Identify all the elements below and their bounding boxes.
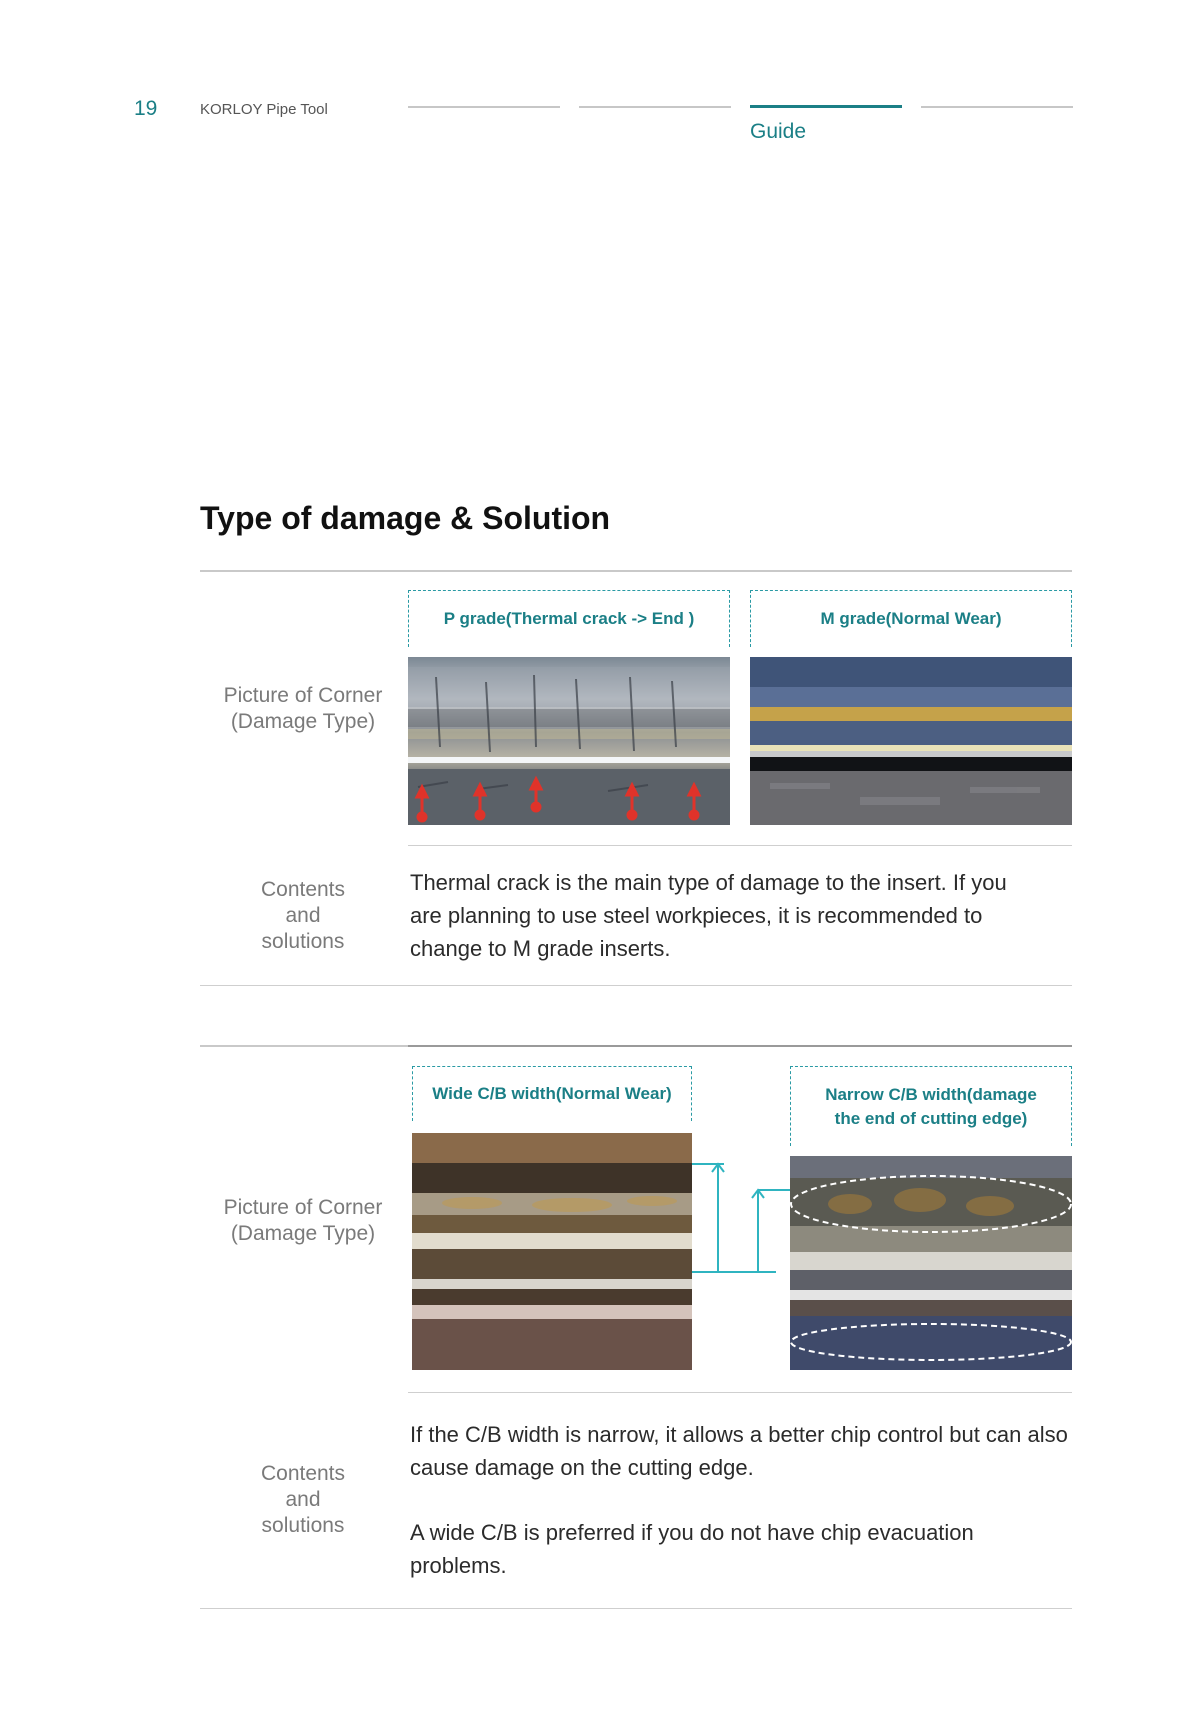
block1-tag-p-grade <box>408 590 730 647</box>
block1-picture-label-line2: (Damage Type) <box>230 710 376 733</box>
block2-tag-right-line1: Narrow C/B width(damage <box>825 1084 1037 1104</box>
block2-picture-label-line1: Picture of Corner <box>223 1196 383 1219</box>
block1-picture-label-line1: Picture of Corner <box>223 684 383 707</box>
block2-description-p2: A wide C/B is preferred if you do not have chip evacuation problems. <box>410 1520 974 1578</box>
block1-picture-label <box>200 683 406 735</box>
block2-tag-right-line2: the end of cutting edge) <box>834 1108 1028 1128</box>
cb-width-comparison-arrows <box>692 1160 790 1280</box>
section-title: Type of damage & Solution <box>200 500 611 536</box>
block2-contents-label-line1: Contents <box>260 1462 346 1485</box>
nav-indicator-2[interactable] <box>579 106 731 108</box>
block1-tag-m-grade <box>750 590 1072 647</box>
block2-top-rule-left <box>200 1045 408 1047</box>
block2-tag-left-text: Wide C/B width(Normal Wear) <box>432 1084 672 1103</box>
block1-description: Thermal crack is the main type of damage to the insert. If you are planning to use steel workpieces, it is recommended to change to M grade inserts. <box>410 870 1007 961</box>
page-number: 19 <box>134 97 158 120</box>
block2-bottom-rule <box>200 1608 1072 1609</box>
photo-p-grade-thermal-crack <box>408 657 730 825</box>
block1-bottom-rule <box>200 985 1072 986</box>
photo-narrow-cb-width <box>790 1156 1072 1370</box>
block1-contents-label <box>200 877 406 955</box>
block2-description-spacer <box>410 1484 1070 1516</box>
block1-top-rule <box>200 570 1072 572</box>
block2-contents-label <box>200 1461 406 1539</box>
wide-cb-image <box>412 1133 692 1370</box>
nav-guide-label[interactable]: Guide <box>750 120 807 143</box>
photo-m-grade-normal-wear <box>750 657 1072 825</box>
nav-indicator-1[interactable] <box>408 106 560 108</box>
thermal-crack-image <box>408 657 730 825</box>
nav-indicator-guide[interactable] <box>750 105 902 108</box>
block2-tag-narrow-cb <box>790 1066 1072 1146</box>
narrow-cb-image <box>790 1156 1072 1370</box>
block2-description-p1: If the C/B width is narrow, it allows a better chip control but can also cause damage on the cutting edge. <box>410 1422 1068 1480</box>
photo-wide-cb-width <box>412 1133 692 1370</box>
brand-name: KORLOY Pipe Tool <box>200 101 328 118</box>
block1-tag-left-text: P grade(Thermal crack -> End ) <box>443 609 695 628</box>
block2-picture-label <box>200 1195 406 1247</box>
block1-middle-rule <box>408 845 1072 846</box>
block2-contents-label-line2: and <box>285 1488 321 1511</box>
block2-contents-label-line3: solutions <box>261 1514 345 1537</box>
block2-picture-label-line2: (Damage Type) <box>230 1222 376 1245</box>
block2-top-rule-right <box>408 1045 1072 1047</box>
block1-contents-label-line3: solutions <box>261 930 345 953</box>
block2-middle-rule <box>408 1392 1072 1393</box>
block1-contents-label-line2: and <box>285 904 321 927</box>
block1-contents-label-line1: Contents <box>260 878 346 901</box>
nav-indicator-4[interactable] <box>921 106 1073 108</box>
block2-description <box>410 1418 1070 1582</box>
normal-wear-image <box>750 657 1072 825</box>
block2-tag-wide-cb <box>412 1066 692 1121</box>
block1-tag-right-text: M grade(Normal Wear) <box>820 609 1002 628</box>
